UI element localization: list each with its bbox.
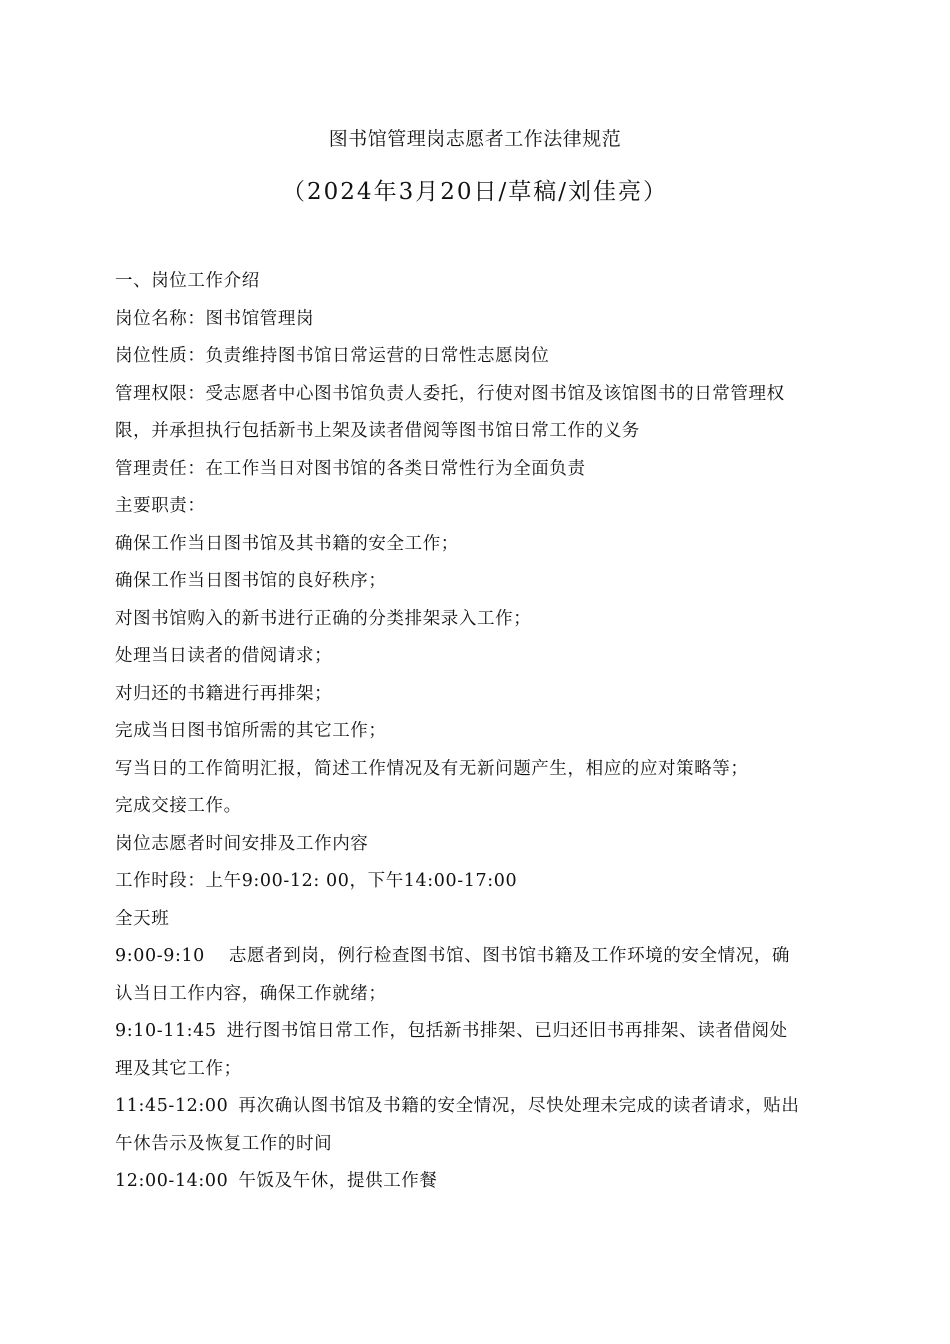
duty-item: 确保工作当日图书馆的良好秩序； xyxy=(115,571,387,591)
document-subtitle: （2024年3月20日/草稿/刘佳亮） xyxy=(282,179,668,205)
authority-line-1: 管理权限：受志愿者中心图书馆负责人委托，行使对图书馆及该馆图书的日常管理权 xyxy=(115,383,785,404)
document-body xyxy=(115,263,840,1201)
duty-item: 写当日的工作简明汇报，简述工作情况及有无新问题产生，相应的应对策略等； xyxy=(115,758,749,779)
duty-item: 处理当日读者的借阅请求； xyxy=(115,646,333,666)
duty-item: 完成当日图书馆所需的其它工作； xyxy=(115,721,387,741)
work-hours: 工作时段：上午9:00-12: 00，下午14:00-17:00 xyxy=(115,871,518,891)
schedule-entry xyxy=(115,1163,840,1201)
duty-item: 对图书馆购入的新书进行正确的分类排架录入工作； xyxy=(115,608,532,629)
duty-item: 确保工作当日图书馆及其书籍的安全工作； xyxy=(115,533,459,554)
shift-label: 全天班 xyxy=(115,908,170,929)
schedule-text-continued: 午休告示及恢复工作的时间 xyxy=(115,1133,333,1154)
schedule-entry xyxy=(115,1013,840,1051)
responsibility: 管理责任：在工作当日对图书馆的各类日常性行为全面负责 xyxy=(115,458,586,479)
duties-heading: 主要职责： xyxy=(115,496,206,516)
schedule-text: 午饭及午休，提供工作餐 xyxy=(238,1171,438,1191)
document-title: 图书馆管理岗志愿者工作法律规范 xyxy=(328,128,622,150)
schedule-time: 11:45-12:00 xyxy=(115,1096,229,1116)
schedule-time: 12:00-14:00 xyxy=(115,1171,229,1191)
schedule-heading: 岗位志愿者时间安排及工作内容 xyxy=(115,833,369,854)
schedule-entry xyxy=(115,1088,840,1126)
schedule-entry xyxy=(115,938,840,976)
authority-line-2: 限，并承担执行包括新书上架及读者借阅等图书馆日常工作的义务 xyxy=(115,421,640,441)
schedule-time: 9:10-11:45 xyxy=(115,1021,217,1041)
duty-item: 完成交接工作。 xyxy=(115,796,242,816)
schedule-text: 志愿者到岗，例行检查图书馆、图书馆书籍及工作环境的安全情况，确 xyxy=(228,946,791,966)
section-heading: 一、岗位工作介绍 xyxy=(115,271,260,291)
schedule-text-continued: 理及其它工作； xyxy=(115,1058,242,1079)
post-name: 岗位名称：图书馆管理岗 xyxy=(115,308,315,329)
duty-item: 对归还的书籍进行再排架； xyxy=(115,683,333,704)
schedule-text: 进行图书馆日常工作，包括新书排架、已归还旧书再排架、读者借阅处 xyxy=(226,1021,788,1041)
schedule-time: 9:00-9:10 xyxy=(115,946,205,966)
schedule-text: 再次确认图书馆及书籍的安全情况，尽快处理未完成的读者请求，贴出 xyxy=(238,1096,800,1116)
schedule-text-continued: 认当日工作内容，确保工作就绪； xyxy=(115,983,387,1004)
post-nature: 岗位性质：负责维持图书馆日常运营的日常性志愿岗位 xyxy=(115,346,550,366)
